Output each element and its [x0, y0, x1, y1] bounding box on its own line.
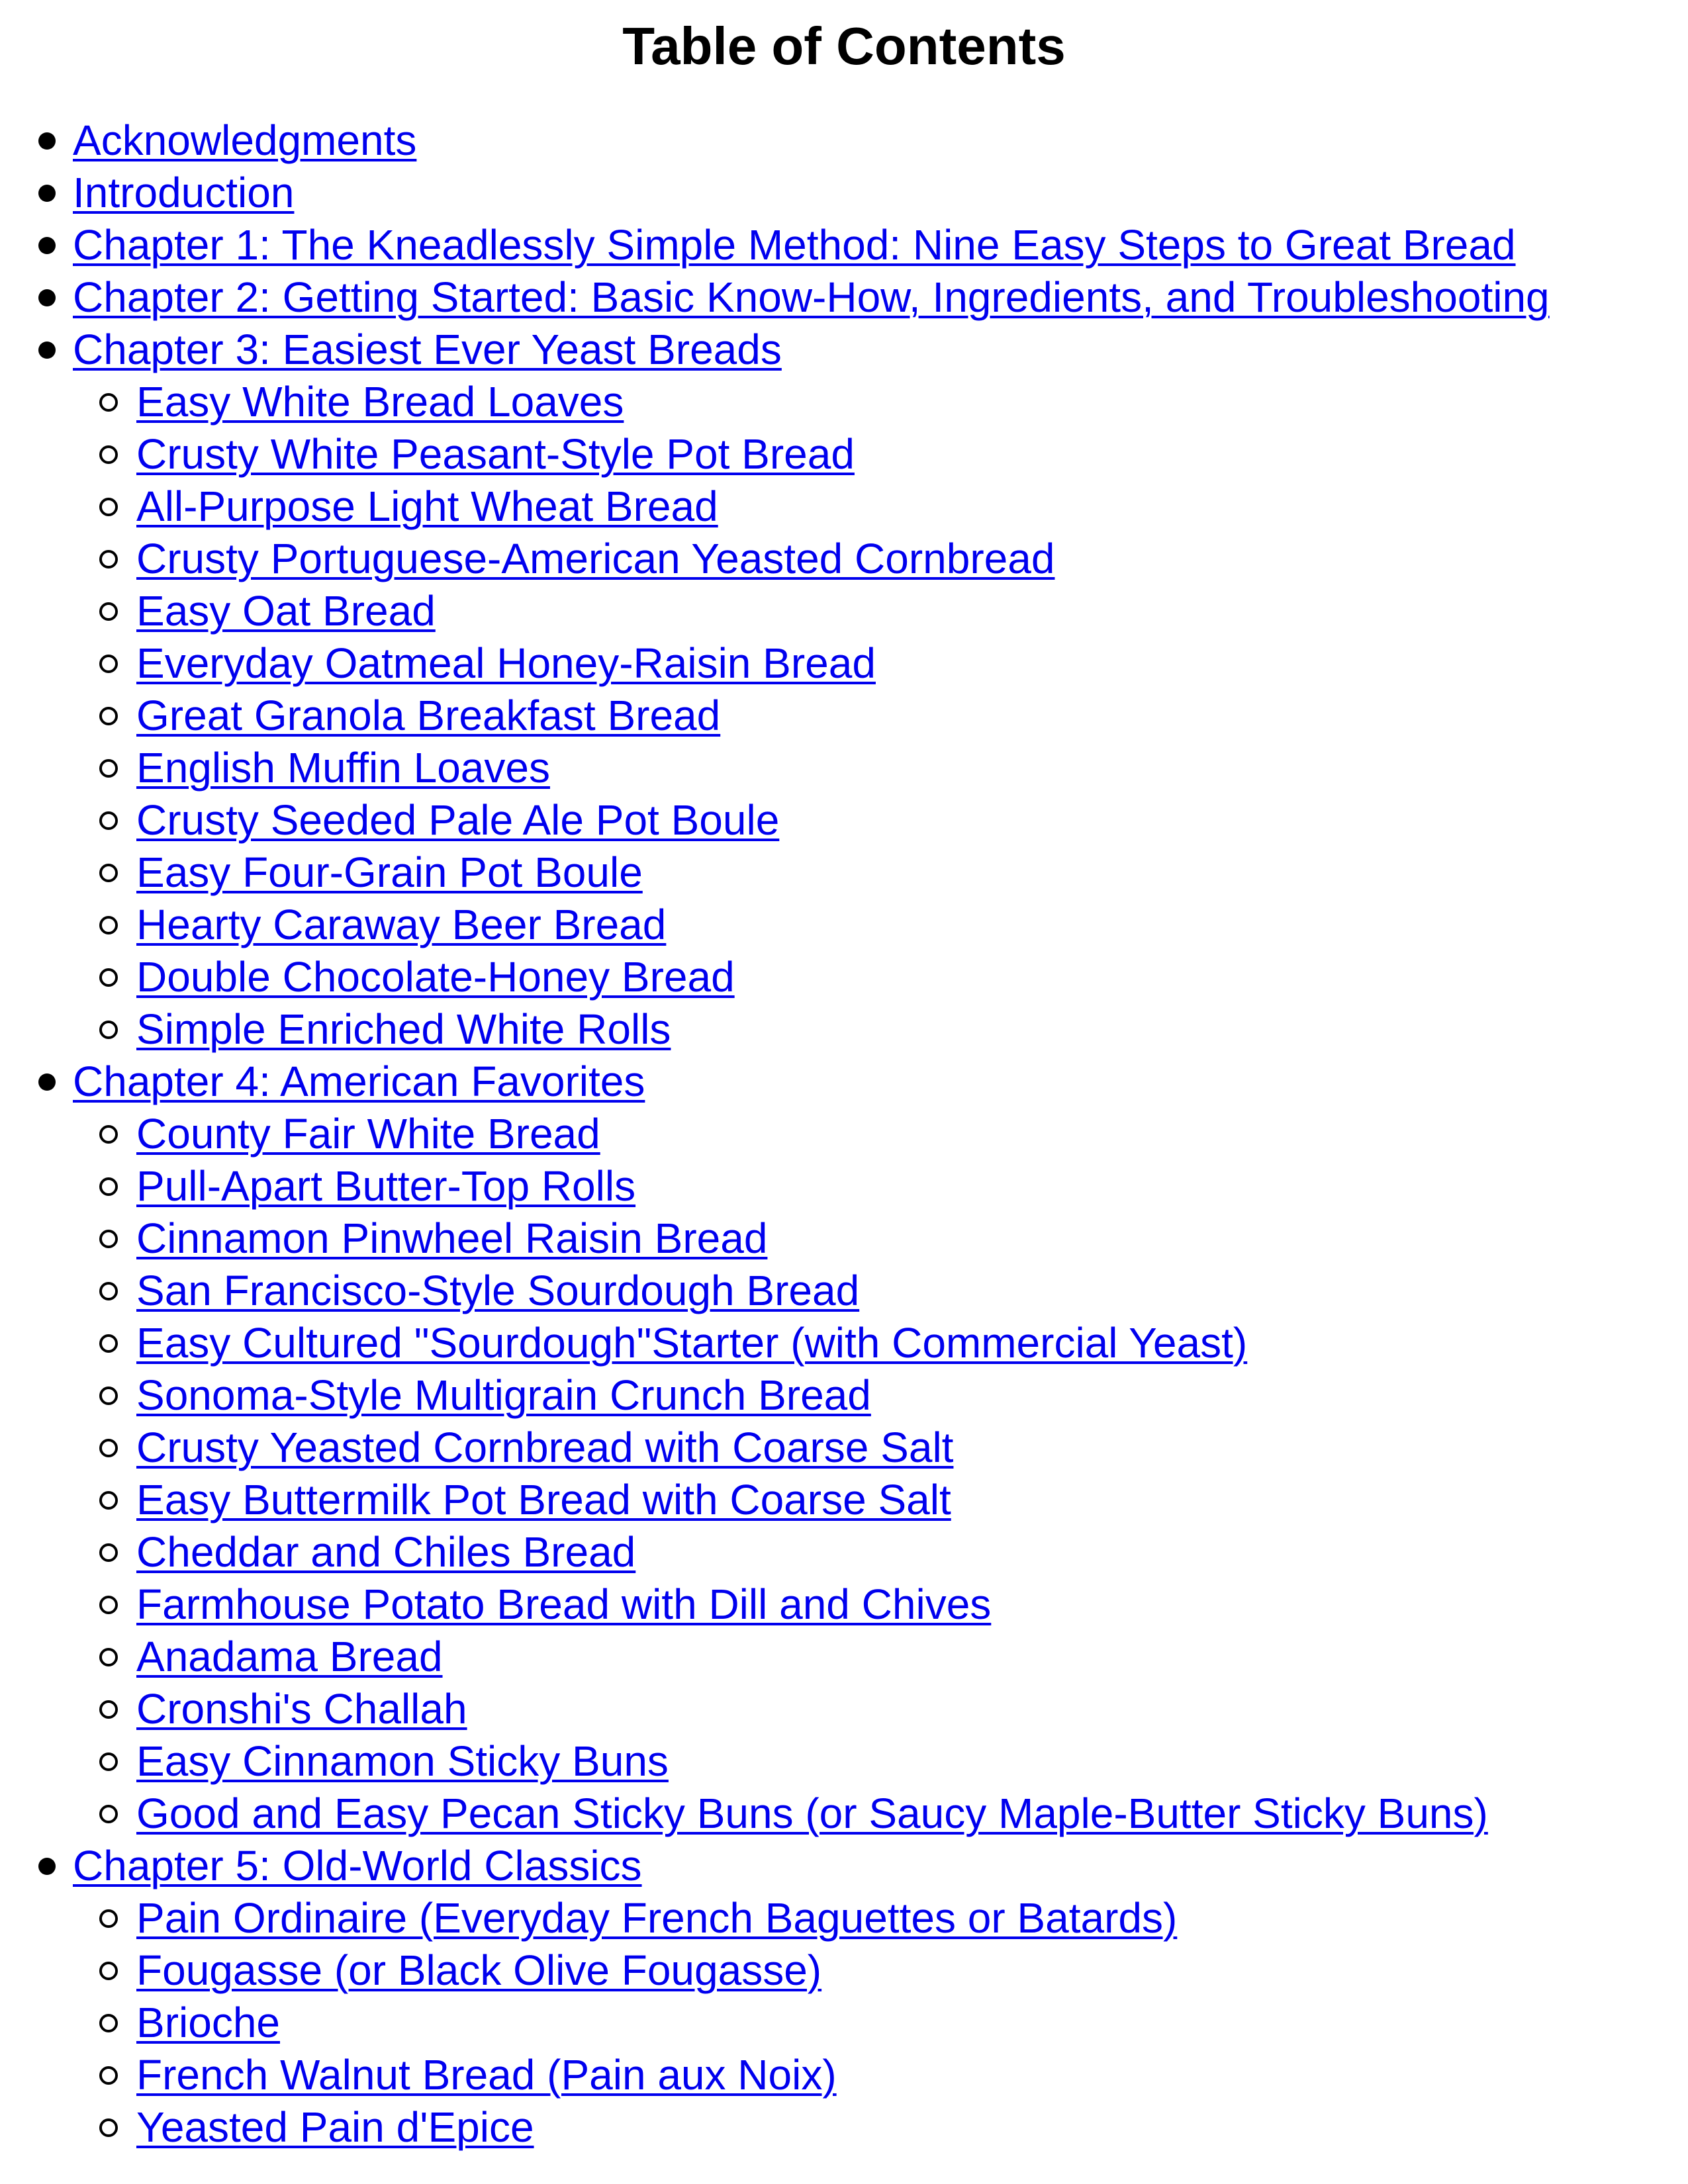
toc-recipe-link[interactable]: Simple Enriched White Rolls: [136, 1005, 671, 1053]
toc-recipe-item: [0, 1578, 1550, 1631]
toc-recipe-item: [0, 1265, 1550, 1317]
toc-recipe-link[interactable]: Easy Cinnamon Sticky Buns: [136, 1737, 669, 1785]
toc-recipe-link[interactable]: Anadama Bread: [136, 1633, 443, 1680]
toc-list: [0, 114, 1550, 2154]
toc-recipe-link[interactable]: Great Granola Breakfast Bread: [136, 692, 721, 739]
toc-recipe-link[interactable]: English Muffin Loaves: [136, 744, 550, 792]
circle-bullet-icon: [99, 2014, 118, 2032]
toc-recipe-link[interactable]: Easy Cultured "Sourdough"Starter (with Commercial Yeast): [136, 1319, 1248, 1367]
circle-bullet-icon: [99, 2118, 118, 2137]
toc-recipe-link[interactable]: All-Purpose Light Wheat Bread: [136, 482, 718, 530]
toc-recipe-link[interactable]: Farmhouse Potato Bread with Dill and Chives: [136, 1580, 992, 1628]
circle-bullet-icon: [99, 1334, 118, 1353]
circle-bullet-icon: [99, 968, 118, 987]
toc-recipe-item: [0, 428, 1550, 480]
circle-bullet-icon: [99, 445, 118, 464]
toc-recipe-item: [0, 742, 1550, 794]
circle-bullet-icon: [99, 1805, 118, 1823]
circle-bullet-icon: [99, 759, 118, 778]
circle-bullet-icon: [99, 707, 118, 725]
toc-recipe-item: [0, 1369, 1550, 1422]
toc-chapter-item: [0, 1840, 1550, 1892]
circle-bullet-icon: [99, 864, 118, 882]
toc-recipe-item: [0, 585, 1550, 637]
toc-recipe-link[interactable]: Everyday Oatmeal Honey-Raisin Bread: [136, 639, 876, 687]
circle-bullet-icon: [99, 1177, 118, 1196]
circle-bullet-icon: [99, 1543, 118, 1562]
circle-bullet-icon: [99, 1125, 118, 1144]
toc-recipe-link[interactable]: Pain Ordinaire (Everyday French Baguettes or Batards): [136, 1894, 1178, 1942]
toc-chapter-link[interactable]: Chapter 1: The Kneadlessly Simple Method: Nine Easy Steps to Great Bread: [73, 221, 1516, 269]
toc-recipe-link[interactable]: French Walnut Bread (Pain aux Noix): [136, 2051, 837, 2099]
toc-recipe-item: [0, 951, 1550, 1003]
circle-bullet-icon: [99, 1439, 118, 1457]
page-title: Table of Contents: [622, 17, 1066, 75]
toc-recipe-item: [0, 1631, 1550, 1683]
toc-recipe-item: [0, 1003, 1550, 1056]
circle-bullet-icon: [99, 1962, 118, 1980]
disc-bullet-icon: [38, 341, 56, 359]
disc-bullet-icon: [38, 1073, 56, 1091]
toc-recipe-link[interactable]: Sonoma-Style Multigrain Crunch Bread: [136, 1371, 871, 1419]
toc-recipe-item: [0, 1212, 1550, 1265]
toc-recipe-link[interactable]: Yeasted Pain d'Epice: [136, 2103, 534, 2151]
circle-bullet-icon: [99, 1596, 118, 1614]
circle-bullet-icon: [99, 2066, 118, 2085]
toc-recipe-item: [0, 1422, 1550, 1474]
toc-recipe-link[interactable]: Fougasse (or Black Olive Fougasse): [136, 1946, 822, 1994]
circle-bullet-icon: [99, 811, 118, 830]
toc-recipe-item: [0, 690, 1550, 742]
circle-bullet-icon: [99, 1909, 118, 1928]
toc-recipe-link[interactable]: Easy White Bread Loaves: [136, 378, 624, 426]
toc-recipe-item: [0, 1892, 1550, 1944]
toc-recipe-link[interactable]: Crusty Seeded Pale Ale Pot Boule: [136, 796, 780, 844]
toc-recipe-item: [0, 1997, 1550, 2049]
circle-bullet-icon: [99, 1387, 118, 1405]
circle-bullet-icon: [99, 655, 118, 673]
toc-chapter-link[interactable]: Chapter 5: Old-World Classics: [73, 1842, 642, 1889]
toc-chapter-item: [0, 1056, 1550, 1108]
toc-recipe-item: [0, 1108, 1550, 1160]
toc-recipe-item: [0, 1944, 1550, 1997]
circle-bullet-icon: [99, 1648, 118, 1666]
disc-bullet-icon: [38, 1858, 56, 1875]
toc-recipe-link[interactable]: Crusty White Peasant-Style Pot Bread: [136, 430, 855, 478]
toc-chapter-item: [0, 324, 1550, 376]
toc-recipe-link[interactable]: Cheddar and Chiles Bread: [136, 1528, 636, 1576]
toc-chapter-link[interactable]: Chapter 3: Easiest Ever Yeast Breads: [73, 326, 782, 373]
toc-recipe-item: [0, 1735, 1550, 1788]
circle-bullet-icon: [99, 550, 118, 569]
toc-recipe-link[interactable]: Crusty Portuguese-American Yeasted Cornbread: [136, 535, 1055, 582]
toc-recipe-link[interactable]: Cronshi's Challah: [136, 1685, 467, 1733]
toc-recipe-item: [0, 846, 1550, 899]
disc-bullet-icon: [38, 237, 56, 254]
disc-bullet-icon: [38, 289, 56, 306]
circle-bullet-icon: [99, 393, 118, 412]
toc-recipe-link[interactable]: Good and Easy Pecan Sticky Buns (or Saucy Maple-Butter Sticky Buns): [136, 1790, 1488, 1837]
toc-recipe-item: [0, 794, 1550, 846]
circle-bullet-icon: [99, 1021, 118, 1039]
circle-bullet-icon: [99, 1752, 118, 1771]
toc-recipe-item: [0, 1317, 1550, 1369]
disc-bullet-icon: [38, 132, 56, 150]
circle-bullet-icon: [99, 916, 118, 934]
toc-chapter-item: [0, 271, 1550, 324]
toc-recipe-item: [0, 480, 1550, 533]
toc-chapter-item: [0, 219, 1550, 271]
toc-recipe-item: [0, 1683, 1550, 1735]
circle-bullet-icon: [99, 1491, 118, 1510]
toc-recipe-item: [0, 2049, 1550, 2101]
toc-recipe-link[interactable]: Cinnamon Pinwheel Raisin Bread: [136, 1214, 768, 1262]
circle-bullet-icon: [99, 1282, 118, 1300]
circle-bullet-icon: [99, 498, 118, 516]
toc-recipe-item: [0, 376, 1550, 428]
toc-recipe-item: [0, 1788, 1550, 1840]
toc-recipe-link[interactable]: Hearty Caraway Beer Bread: [136, 901, 667, 948]
toc-chapter-link[interactable]: Chapter 4: American Favorites: [73, 1058, 645, 1105]
toc-chapter-link[interactable]: Introduction: [73, 169, 295, 216]
toc-recipe-link[interactable]: Easy Oat Bread: [136, 587, 436, 635]
toc-recipe-item: [0, 1526, 1550, 1578]
toc-recipe-item: [0, 637, 1550, 690]
circle-bullet-icon: [99, 1230, 118, 1248]
toc-recipe-item: [0, 1474, 1550, 1526]
circle-bullet-icon: [99, 1700, 118, 1719]
toc-recipe-item: [0, 533, 1550, 585]
circle-bullet-icon: [99, 602, 118, 621]
toc-recipe-item: [0, 1160, 1550, 1212]
toc-chapter-link[interactable]: Acknowledgments: [73, 116, 417, 164]
toc-recipe-link[interactable]: Pull-Apart Butter-Top Rolls: [136, 1162, 636, 1210]
toc-recipe-link[interactable]: County Fair White Bread: [136, 1110, 600, 1158]
toc-chapter-item: [0, 167, 1550, 219]
toc-recipe-item: [0, 2101, 1550, 2154]
toc-recipe-link[interactable]: Easy Four-Grain Pot Boule: [136, 848, 643, 896]
toc-recipe-item: [0, 899, 1550, 951]
toc-recipe-link[interactable]: Crusty Yeasted Cornbread with Coarse Salt: [136, 1424, 954, 1471]
toc-recipe-link[interactable]: Double Chocolate-Honey Bread: [136, 953, 735, 1001]
toc-recipe-link[interactable]: Easy Buttermilk Pot Bread with Coarse Salt: [136, 1476, 951, 1524]
toc-chapter-item: [0, 114, 1550, 167]
disc-bullet-icon: [38, 185, 56, 202]
toc-recipe-link[interactable]: San Francisco-Style Sourdough Bread: [136, 1267, 860, 1314]
toc-chapter-link[interactable]: Chapter 2: Getting Started: Basic Know-How, Ingredients, and Troubleshooting: [73, 273, 1550, 321]
toc-recipe-link[interactable]: Brioche: [136, 1999, 280, 2046]
